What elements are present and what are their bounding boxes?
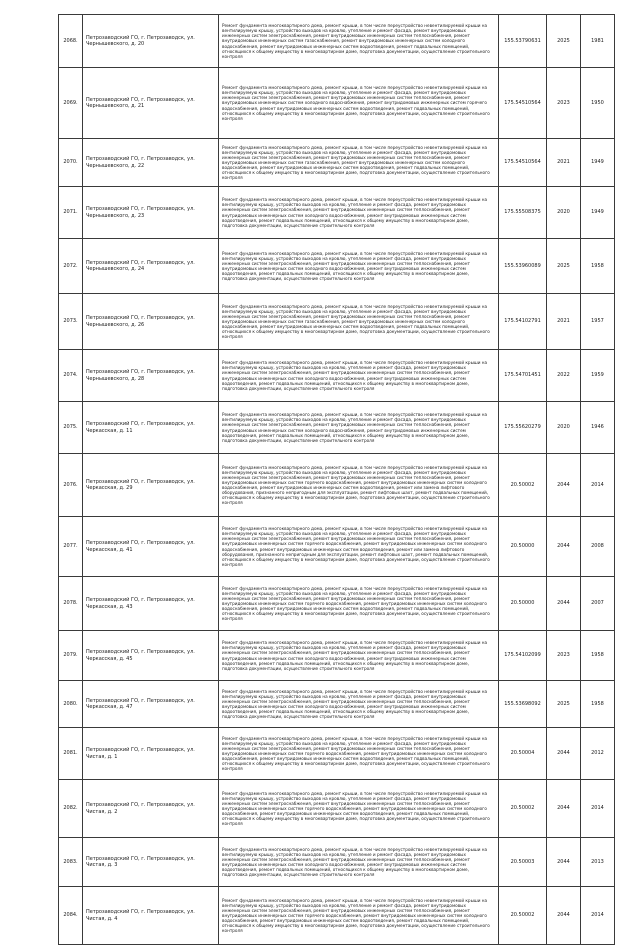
row-number: 2075. (59, 402, 83, 454)
planned-year: 2044 (547, 728, 581, 780)
repair-works: Ремонт фундамента многоквартирного дома, ремонт крыши, в том числе переустройство невентилируемой крыши на вентилируемую крышу, устройство выходов на кровлю, утепление и ремонт фасада, ремонт внутридомовых инженерных систем электроснабжения, ремонт внутридомовых инженерных систем теплоснабжения, ремонт внутридомовых инженерных систем газоснабжения, ремонт внутридомовых инженерных систем холодного водоснабжения, ремонт внутридомовых инженерных систем водоотведения, ремонт подвальных помещений, относящихся к общему имуществу в многоквартирном доме, подготовка документации, осуществление строительного контроля (219, 294, 499, 350)
planned-year: 2020 (547, 187, 581, 239)
planned-year: 2021 (547, 139, 581, 187)
cost-value: 155.53790631 (499, 15, 547, 68)
building-address: Петрозаводский ГО, г. Петрозаводск, ул. Чернышевского, д. 20 (83, 15, 219, 68)
cost-value: 155.53698092 (499, 681, 547, 728)
planned-year: 2023 (547, 631, 581, 681)
planned-year: 2025 (547, 239, 581, 294)
cost-value: 20.50002 (499, 780, 547, 838)
table-row (59, 402, 615, 454)
row-number: 2078. (59, 577, 83, 631)
repair-works: Ремонт фундамента многоквартирного дома, ремонт крыши, в том числе переустройство невентилируемой крыши на вентилируемую крышу, устройство выходов на кровлю, утепление и ремонт фасада, ремонт внутридомовых инженерных систем электроснабжения, ремонт внутридомовых инженерных систем теплоснабжения, ремонт внутридомовых инженерных систем холодного водоснабжения, ремонт внутридомовых инженерных систем водоотведения, ремонт подвальных помещений, относящихся к общему имуществу в многоквартирном доме, подготовка документации, осуществление строительного контроля (219, 681, 499, 728)
building-address: Петрозаводский ГО, г. Петрозаводск, ул. Чернышевского, д. 28 (83, 350, 219, 402)
row-number: 2082. (59, 780, 83, 838)
table-row (59, 780, 615, 838)
row-number: 2076. (59, 454, 83, 517)
repair-works: Ремонт фундамента многоквартирного дома, ремонт крыши, в том числе переустройство невентилируемой крыши на вентилируемую крышу, устройство выходов на кровлю, утепление и ремонт фасада, ремонт внутридомовых инженерных систем электроснабжения, ремонт внутридомовых инженерных систем теплоснабжения, ремонт внутридомовых инженерных систем холодного водоснабжения, ремонт внутридомовых инженерных систем водоотведения, ремонт подвальных помещений, относящихся к общему имуществу в многоквартирном доме, подготовка документации, осуществление строительного контроля (219, 239, 499, 294)
repair-works: Ремонт фундамента многоквартирного дома, ремонт крыши, в том числе переустройство невентилируемой крыши на вентилируемую крышу, устройство выходов на кровлю, утепление и ремонт фасада, ремонт внутридомовых инженерных систем электроснабжения, ремонт внутридомовых инженерных систем теплоснабжения, ремонт внутридомовых инженерных систем горячего водоснабжения, ремонт внутридомовых инженерных систем холодного водоснабжения, ремонт внутридомовых инженерных систем водоотведения, ремонт подвальных помещений, относящихся к общему имуществу в многоквартирном доме, подготовка документации, осуществление строительного контроля (219, 887, 499, 945)
building-address: Петрозаводский ГО, г. Петрозаводск, ул. Черкасская, д. 47 (83, 681, 219, 728)
table-row (59, 681, 615, 728)
table-row (59, 239, 615, 294)
construction-year: 1950 (581, 68, 615, 139)
building-address: Петрозаводский ГО, г. Петрозаводск, ул. Черкасская, д. 43 (83, 577, 219, 631)
building-address: Петрозаводский ГО, г. Петрозаводск, ул. Чистая, д. 1 (83, 728, 219, 780)
table-row (59, 187, 615, 239)
building-address: Петрозаводский ГО, г. Петрозаводск, ул. Черкасская, д. 11 (83, 402, 219, 454)
cost-value: 20.50003 (499, 838, 547, 887)
construction-year: 2014 (581, 780, 615, 838)
repair-works: Ремонт фундамента многоквартирного дома, ремонт крыши, в том числе переустройство невентилируемой крыши на вентилируемую крышу, устройство выходов на кровлю, утепление и ремонт фасада, ремонт внутридомовых инженерных систем электроснабжения, ремонт внутридомовых инженерных систем теплоснабжения, ремонт внутридомовых инженерных систем холодного водоснабжения, ремонт внутридомовых инженерных систем водоотведения, ремонт подвальных помещений, относящихся к общему имуществу в многоквартирном доме, подготовка документации, осуществление строительного контроля (219, 350, 499, 402)
construction-year: 2014 (581, 454, 615, 517)
row-number: 2071. (59, 187, 83, 239)
repair-works: Ремонт фундамента многоквартирного дома, ремонт крыши, в том числе переустройство невентилируемой крыши на вентилируемую крышу, устройство выходов на кровлю, утепление и ремонт фасада, ремонт внутридомовых инженерных систем электроснабжения, ремонт внутридомовых инженерных систем теплоснабжения, ремонт внутридомовых инженерных систем газоснабжения, ремонт внутридомовых инженерных систем холодного водоснабжения, ремонт внутридомовых инженерных систем водоотведения, ремонт подвальных помещений, относящихся к общему имуществу в многоквартирном доме, подготовка документации, осуществление строительного контроля (219, 139, 499, 187)
repair-works: Ремонт фундамента многоквартирного дома, ремонт крыши, в том числе переустройство невентилируемой крыши на вентилируемую крышу, устройство выходов на кровлю, утепление и ремонт фасада, ремонт внутридомовых инженерных систем электроснабжения, ремонт внутридомовых инженерных систем теплоснабжения, ремонт внутридомовых инженерных систем газоснабжения, ремонт внутридомовых инженерных систем холодного водоснабжения, ремонт внутридомовых инженерных систем водоотведения, ремонт подвальных помещений, относящихся к общему имуществу в многоквартирном доме, подготовка документации, осуществление строительного контроля (219, 15, 499, 68)
repair-works: Ремонт фундамента многоквартирного дома, ремонт крыши, в том числе переустройство невентилируемой крыши на вентилируемую крышу, устройство выходов на кровлю, утепление и ремонт фасада, ремонт внутридомовых инженерных систем электроснабжения, ремонт внутридомовых инженерных систем теплоснабжения, ремонт внутридомовых инженерных систем горячего водоснабжения, ремонт внутридомовых инженерных систем холодного водоснабжения, ремонт внутридомовых инженерных систем водоотведения, ремонт подвальных помещений, относящихся к общему имуществу в многоквартирном доме, подготовка документации, осуществление строительного контроля (219, 728, 499, 780)
row-number: 2080. (59, 681, 83, 728)
row-number: 2070. (59, 139, 83, 187)
table-row (59, 577, 615, 631)
construction-year: 1958 (581, 631, 615, 681)
building-address: Петрозаводский ГО, г. Петрозаводск, ул. Чернышевского, д. 22 (83, 139, 219, 187)
construction-year: 1959 (581, 350, 615, 402)
construction-year: 1957 (581, 294, 615, 350)
cost-value: 20.50000 (499, 577, 547, 631)
repair-works: Ремонт фундамента многоквартирного дома, ремонт крыши, в том числе переустройство невентилируемой крыши на вентилируемую крышу, устройство выходов на кровлю, утепление и ремонт фасада, ремонт внутридомовых инженерных систем электроснабжения, ремонт внутридомовых инженерных систем теплоснабжения, ремонт внутридомовых инженерных систем горячего водоснабжения, ремонт внутридомовых инженерных систем холодного водоснабжения, ремонт внутридомовых инженерных систем водоотведения, ремонт подвальных помещений, относящихся к общему имуществу в многоквартирном доме, подготовка документации, осуществление строительного контроля (219, 577, 499, 631)
table-row (59, 15, 615, 68)
table-row (59, 631, 615, 681)
planned-year: 2021 (547, 294, 581, 350)
table-row (59, 68, 615, 139)
construction-year: 2007 (581, 577, 615, 631)
row-number: 2068. (59, 15, 83, 68)
construction-year: 2014 (581, 887, 615, 945)
cost-value: 155.53960089 (499, 239, 547, 294)
cost-value: 175.54701451 (499, 350, 547, 402)
row-number: 2081. (59, 728, 83, 780)
planned-year: 2020 (547, 402, 581, 454)
repair-works: Ремонт фундамента многоквартирного дома, ремонт крыши, в том числе переустройство невентилируемой крыши на вентилируемую крышу, устройство выходов на кровлю, утепление и ремонт фасада, ремонт внутридомовых инженерных систем электроснабжения, ремонт внутридомовых инженерных систем теплоснабжения, ремонт внутридомовых инженерных систем холодного водоснабжения, ремонт внутридомовых инженерных систем горячего водоснабжения, ремонт внутридомовых инженерных систем водоотведения, ремонт подвальных помещений, относящихся к общему имуществу в многоквартирном доме, подготовка документации, осуществление строительного контроля (219, 68, 499, 139)
row-number: 2077. (59, 517, 83, 577)
building-address: Петрозаводский ГО, г. Петрозаводск, ул. Чернышевского, д. 24 (83, 239, 219, 294)
row-number: 2069. (59, 68, 83, 139)
cost-value: 20.50002 (499, 887, 547, 945)
planned-year: 2023 (547, 68, 581, 139)
planned-year: 2044 (547, 887, 581, 945)
row-number: 2074. (59, 350, 83, 402)
construction-year: 2008 (581, 517, 615, 577)
repair-works: Ремонт фундамента многоквартирного дома, ремонт крыши, в том числе переустройство невентилируемой крыши на вентилируемую крышу, устройство выходов на кровлю, утепление и ремонт фасада, ремонт внутридомовых инженерных систем электроснабжения, ремонт внутридомовых инженерных систем теплоснабжения, ремонт внутридомовых инженерных систем горячего водоснабжения, ремонт внутридомовых инженерных систем холодного водоснабжения, ремонт внутридомовых инженерных систем водоотведения, ремонт или замена лифтового оборудования, признанного непригодным для эксплуатации, ремонт лифтовых шахт, ремонт подвальных помещений, относящихся к общему имуществу в многоквартирном доме, подготовка документации, осуществление строительного контроля (219, 454, 499, 517)
building-address: Петрозаводский ГО, г. Петрозаводск, ул. Чернышевского, д. 23 (83, 187, 219, 239)
table-row (59, 838, 615, 887)
cost-value: 20.50004 (499, 728, 547, 780)
table-row (59, 728, 615, 780)
planned-year: 2044 (547, 454, 581, 517)
capital-repair-register-table (58, 14, 615, 945)
repair-works: Ремонт фундамента многоквартирного дома, ремонт крыши, в том числе переустройство невентилируемой крыши на вентилируемую крышу, устройство выходов на кровлю, утепление и ремонт фасада, ремонт внутридомовых инженерных систем электроснабжения, ремонт внутридомовых инженерных систем теплоснабжения, ремонт внутридомовых инженерных систем холодного водоснабжения, ремонт внутридомовых инженерных систем водоотведения, ремонт подвальных помещений, относящихся к общему имуществу в многоквартирном доме, подготовка документации, осуществление строительного контроля (219, 187, 499, 239)
cost-value: 175.55508375 (499, 187, 547, 239)
construction-year: 2012 (581, 728, 615, 780)
cost-value: 175.54510564 (499, 139, 547, 187)
cost-value: 20.50002 (499, 454, 547, 517)
building-address: Петрозаводский ГО, г. Петрозаводск, ул. Чистая, д. 4 (83, 887, 219, 945)
planned-year: 2044 (547, 577, 581, 631)
row-number: 2072. (59, 239, 83, 294)
construction-year: 1981 (581, 15, 615, 68)
planned-year: 2022 (547, 350, 581, 402)
cost-value: 20.50000 (499, 517, 547, 577)
table-row (59, 517, 615, 577)
cost-value: 175.54102099 (499, 631, 547, 681)
table-row (59, 887, 615, 945)
table-row (59, 139, 615, 187)
building-address: Петрозаводский ГО, г. Петрозаводск, ул. Чернышевского, д. 26 (83, 294, 219, 350)
planned-year: 2044 (547, 517, 581, 577)
table-row (59, 454, 615, 517)
row-number: 2073. (59, 294, 83, 350)
construction-year: 1949 (581, 139, 615, 187)
cost-value: 175.54510564 (499, 68, 547, 139)
repair-works: Ремонт фундамента многоквартирного дома, ремонт крыши, в том числе переустройство невентилируемой крыши на вентилируемую крышу, устройство выходов на кровлю, утепление и ремонт фасада, ремонт внутридомовых инженерных систем электроснабжения, ремонт внутридомовых инженерных систем теплоснабжения, ремонт внутридомовых инженерных систем холодного водоснабжения, ремонт внутридомовых инженерных систем водоотведения, ремонт подвальных помещений, относящихся к общему имуществу в многоквартирном доме, подготовка документации, осуществление строительного контроля (219, 631, 499, 681)
building-address: Петрозаводский ГО, г. Петрозаводск, ул. Черкасская, д. 29 (83, 454, 219, 517)
building-address: Петрозаводский ГО, г. Петрозаводск, ул. Черкасская, д. 45 (83, 631, 219, 681)
building-address: Петрозаводский ГО, г. Петрозаводск, ул. Чистая, д. 3 (83, 838, 219, 887)
row-number: 2083. (59, 838, 83, 887)
planned-year: 2044 (547, 780, 581, 838)
building-address: Петрозаводский ГО, г. Петрозаводск, ул. Черкасская, д. 41 (83, 517, 219, 577)
row-number: 2084. (59, 887, 83, 945)
repair-works: Ремонт фундамента многоквартирного дома, ремонт крыши, в том числе переустройство невентилируемой крыши на вентилируемую крышу, устройство выходов на кровлю, утепление и ремонт фасада, ремонт внутридомовых инженерных систем электроснабжения, ремонт внутридомовых инженерных систем теплоснабжения, ремонт внутридомовых инженерных систем холодного водоснабжения, ремонт внутридомовых инженерных систем водоотведения, ремонт подвальных помещений, относящихся к общему имуществу в многоквартирном доме, подготовка документации, осуществление строительного контроля (219, 838, 499, 887)
cost-value: 175.55620279 (499, 402, 547, 454)
repair-works: Ремонт фундамента многоквартирного дома, ремонт крыши, в том числе переустройство невентилируемой крыши на вентилируемую крышу, устройство выходов на кровлю, утепление и ремонт фасада, ремонт внутридомовых инженерных систем электроснабжения, ремонт внутридомовых инженерных систем теплоснабжения, ремонт внутридомовых инженерных систем горячего водоснабжения, ремонт внутридомовых инженерных систем холодного водоснабжения, ремонт внутридомовых инженерных систем водоотведения, ремонт подвальных помещений, относящихся к общему имуществу в многоквартирном доме, подготовка документации, осуществление строительного контроля (219, 780, 499, 838)
table-body (59, 15, 615, 945)
row-number: 2079. (59, 631, 83, 681)
planned-year: 2025 (547, 15, 581, 68)
construction-year: 1949 (581, 187, 615, 239)
building-address: Петрозаводский ГО, г. Петрозаводск, ул. Чернышевского, д. 21 (83, 68, 219, 139)
construction-year: 2013 (581, 838, 615, 887)
table-row (59, 294, 615, 350)
repair-works: Ремонт фундамента многоквартирного дома, ремонт крыши, в том числе переустройство невентилируемой крыши на вентилируемую крышу, устройство выходов на кровлю, утепление и ремонт фасада, ремонт внутридомовых инженерных систем электроснабжения, ремонт внутридомовых инженерных систем теплоснабжения, ремонт внутридомовых инженерных систем холодного водоснабжения, ремонт внутридомовых инженерных систем водоотведения, ремонт подвальных помещений, относящихся к общему имуществу в многоквартирном доме, подготовка документации, осуществление строительного контроля (219, 402, 499, 454)
building-address: Петрозаводский ГО, г. Петрозаводск, ул. Чистая, д. 2 (83, 780, 219, 838)
cost-value: 175.54102791 (499, 294, 547, 350)
repair-works: Ремонт фундамента многоквартирного дома, ремонт крыши, в том числе переустройство невентилируемой крыши на вентилируемую крышу, устройство выходов на кровлю, утепление и ремонт фасада, ремонт внутридомовых инженерных систем электроснабжения, ремонт внутридомовых инженерных систем теплоснабжения, ремонт внутридомовых инженерных систем горячего водоснабжения, ремонт внутридомовых инженерных систем холодного водоснабжения, ремонт внутридомовых инженерных систем водоотведения, ремонт или замена лифтового оборудования, признанного непригодным для эксплуатации, ремонт лифтовых шахт, ремонт подвальных помещений, относящихся к общему имуществу в многоквартирном доме, подготовка документации, осуществление строительного контроля (219, 517, 499, 577)
planned-year: 2044 (547, 838, 581, 887)
planned-year: 2025 (547, 681, 581, 728)
table-row (59, 350, 615, 402)
construction-year: 1958 (581, 681, 615, 728)
construction-year: 1958 (581, 239, 615, 294)
construction-year: 1946 (581, 402, 615, 454)
